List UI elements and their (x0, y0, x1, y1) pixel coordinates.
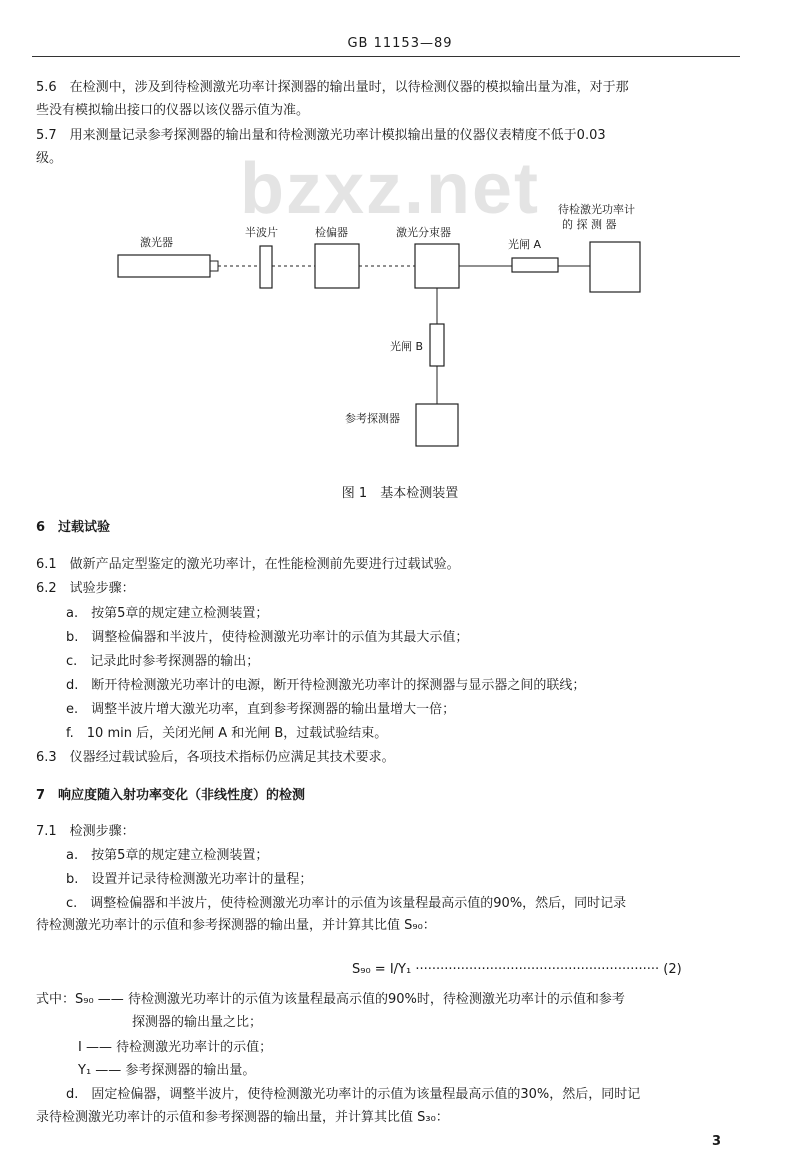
equation-2: S₉₀ = I/Y₁ ··························································· (2) (352, 962, 682, 977)
clause-5-6-line2: 些没有模拟输出接口的仪器以该仪器示值为准。 (36, 103, 310, 118)
polarizer-label: 检偏器 (315, 226, 348, 239)
shutter-a (512, 258, 558, 272)
laser-box (118, 255, 210, 277)
figure-caption: 图 1 基本检测装置 (341, 486, 459, 501)
standard-code-header: GB 11153—89 (347, 36, 453, 51)
step-7-c-line1: c. 调整检偏器和半波片，使待检测激光功率计的示值为该量程最高示值的90%，然后，同时记录 (66, 896, 627, 911)
page-number: 3 (712, 1134, 722, 1149)
step-7-c-line2: 待检测激光功率计的示值和参考探测器的输出量，并计算其比值 S₉₀： (36, 918, 436, 933)
beam-splitter-box (415, 244, 459, 288)
polarizer-box (315, 244, 359, 288)
header-rule (32, 56, 740, 57)
clause-6-1: 6.1 做新产品定型鉴定的激光功率计，在性能检测前先要进行过载试验。 (36, 557, 460, 572)
where-y1: Y₁ —— 参考探测器的输出量。 (78, 1063, 256, 1078)
step-7-d-line2: 录待检测激光功率计的示值和参考探测器的输出量，并计算其比值 S₃₀： (36, 1110, 449, 1125)
clause-5-7-line1: 5.7 用来测量记录参考探测器的输出量和待检测激光功率计模拟输出量的仪器仪表精度不低于0.03 (36, 128, 606, 143)
clause-6-3: 6.3 仪器经过载试验后，各项技术指标仍应满足其技术要求。 (36, 750, 395, 765)
where-s90-line2: 探测器的输出量之比； (132, 1015, 263, 1030)
step-7-d-line1: d. 固定检偏器，调整半波片，使待检测激光功率计的示值为该量程最高示值的30%，然后，同时记 (66, 1087, 641, 1102)
section-6-title: 6 过载试验 (36, 520, 111, 535)
laser-label: 激光器 (140, 236, 173, 249)
section-7-title: 7 响应度随入射功率变化（非线性度）的检测 (36, 788, 306, 803)
detector-box (590, 242, 640, 292)
shutter-a-label: 光闸 A (508, 238, 542, 251)
reference-detector-label: 参考探测器 (345, 412, 400, 425)
half-wave-plate (260, 246, 272, 288)
half-wave-plate-label: 半波片 (245, 226, 278, 239)
reference-detector-box (416, 404, 458, 446)
detector-label-line2: 的 探 测 器 (562, 218, 617, 231)
laser-aperture (210, 261, 218, 271)
shutter-b (430, 324, 444, 366)
shutter-b-label: 光闸 B (390, 340, 424, 353)
where-s90-line1: 式中：S₉₀ —— 待检测激光功率计的示值为该量程最高示值的90%时，待检测激光功率计的示值和参考 (36, 992, 625, 1007)
step-6-f: f. 10 min 后，关闭光闸 A 和光闸 B，过载试验结束。 (66, 726, 388, 741)
step-6-a: a. 按第5章的规定建立检测装置； (66, 606, 269, 621)
step-6-e: e. 调整半波片增大激光功率，直到参考探测器的输出量增大一倍； (66, 702, 456, 717)
step-6-d: d. 断开待检测激光功率计的电源，断开待检测激光功率计的探测器与显示器之间的联线； (66, 678, 586, 693)
beam-splitter-label: 激光分束器 (396, 226, 451, 239)
watermark: bzxz.net (239, 149, 541, 229)
step-7-a: a. 按第5章的规定建立检测装置； (66, 848, 269, 863)
clause-6-2: 6.2 试验步骤： (36, 581, 135, 596)
step-6-b: b. 调整检偏器和半波片，使待检测激光功率计的示值为其最大示值； (66, 630, 469, 645)
where-i: I —— 待检测激光功率计的示值； (78, 1040, 273, 1055)
test-setup-diagram (100, 200, 700, 460)
clause-5-6-line1: 5.6 在检测中，涉及到待检测激光功率计探测器的输出量时，以待检测仪器的模拟输出量为准，对于那 (36, 80, 629, 95)
clause-7-1: 7.1 检测步骤： (36, 824, 135, 839)
step-6-c: c. 记录此时参考探测器的输出； (66, 654, 260, 669)
detector-label-line1: 待检激光功率计 (558, 203, 635, 216)
step-7-b: b. 设置并记录待检测激光功率计的量程； (66, 872, 313, 887)
clause-5-7-line2: 级。 (36, 151, 63, 166)
